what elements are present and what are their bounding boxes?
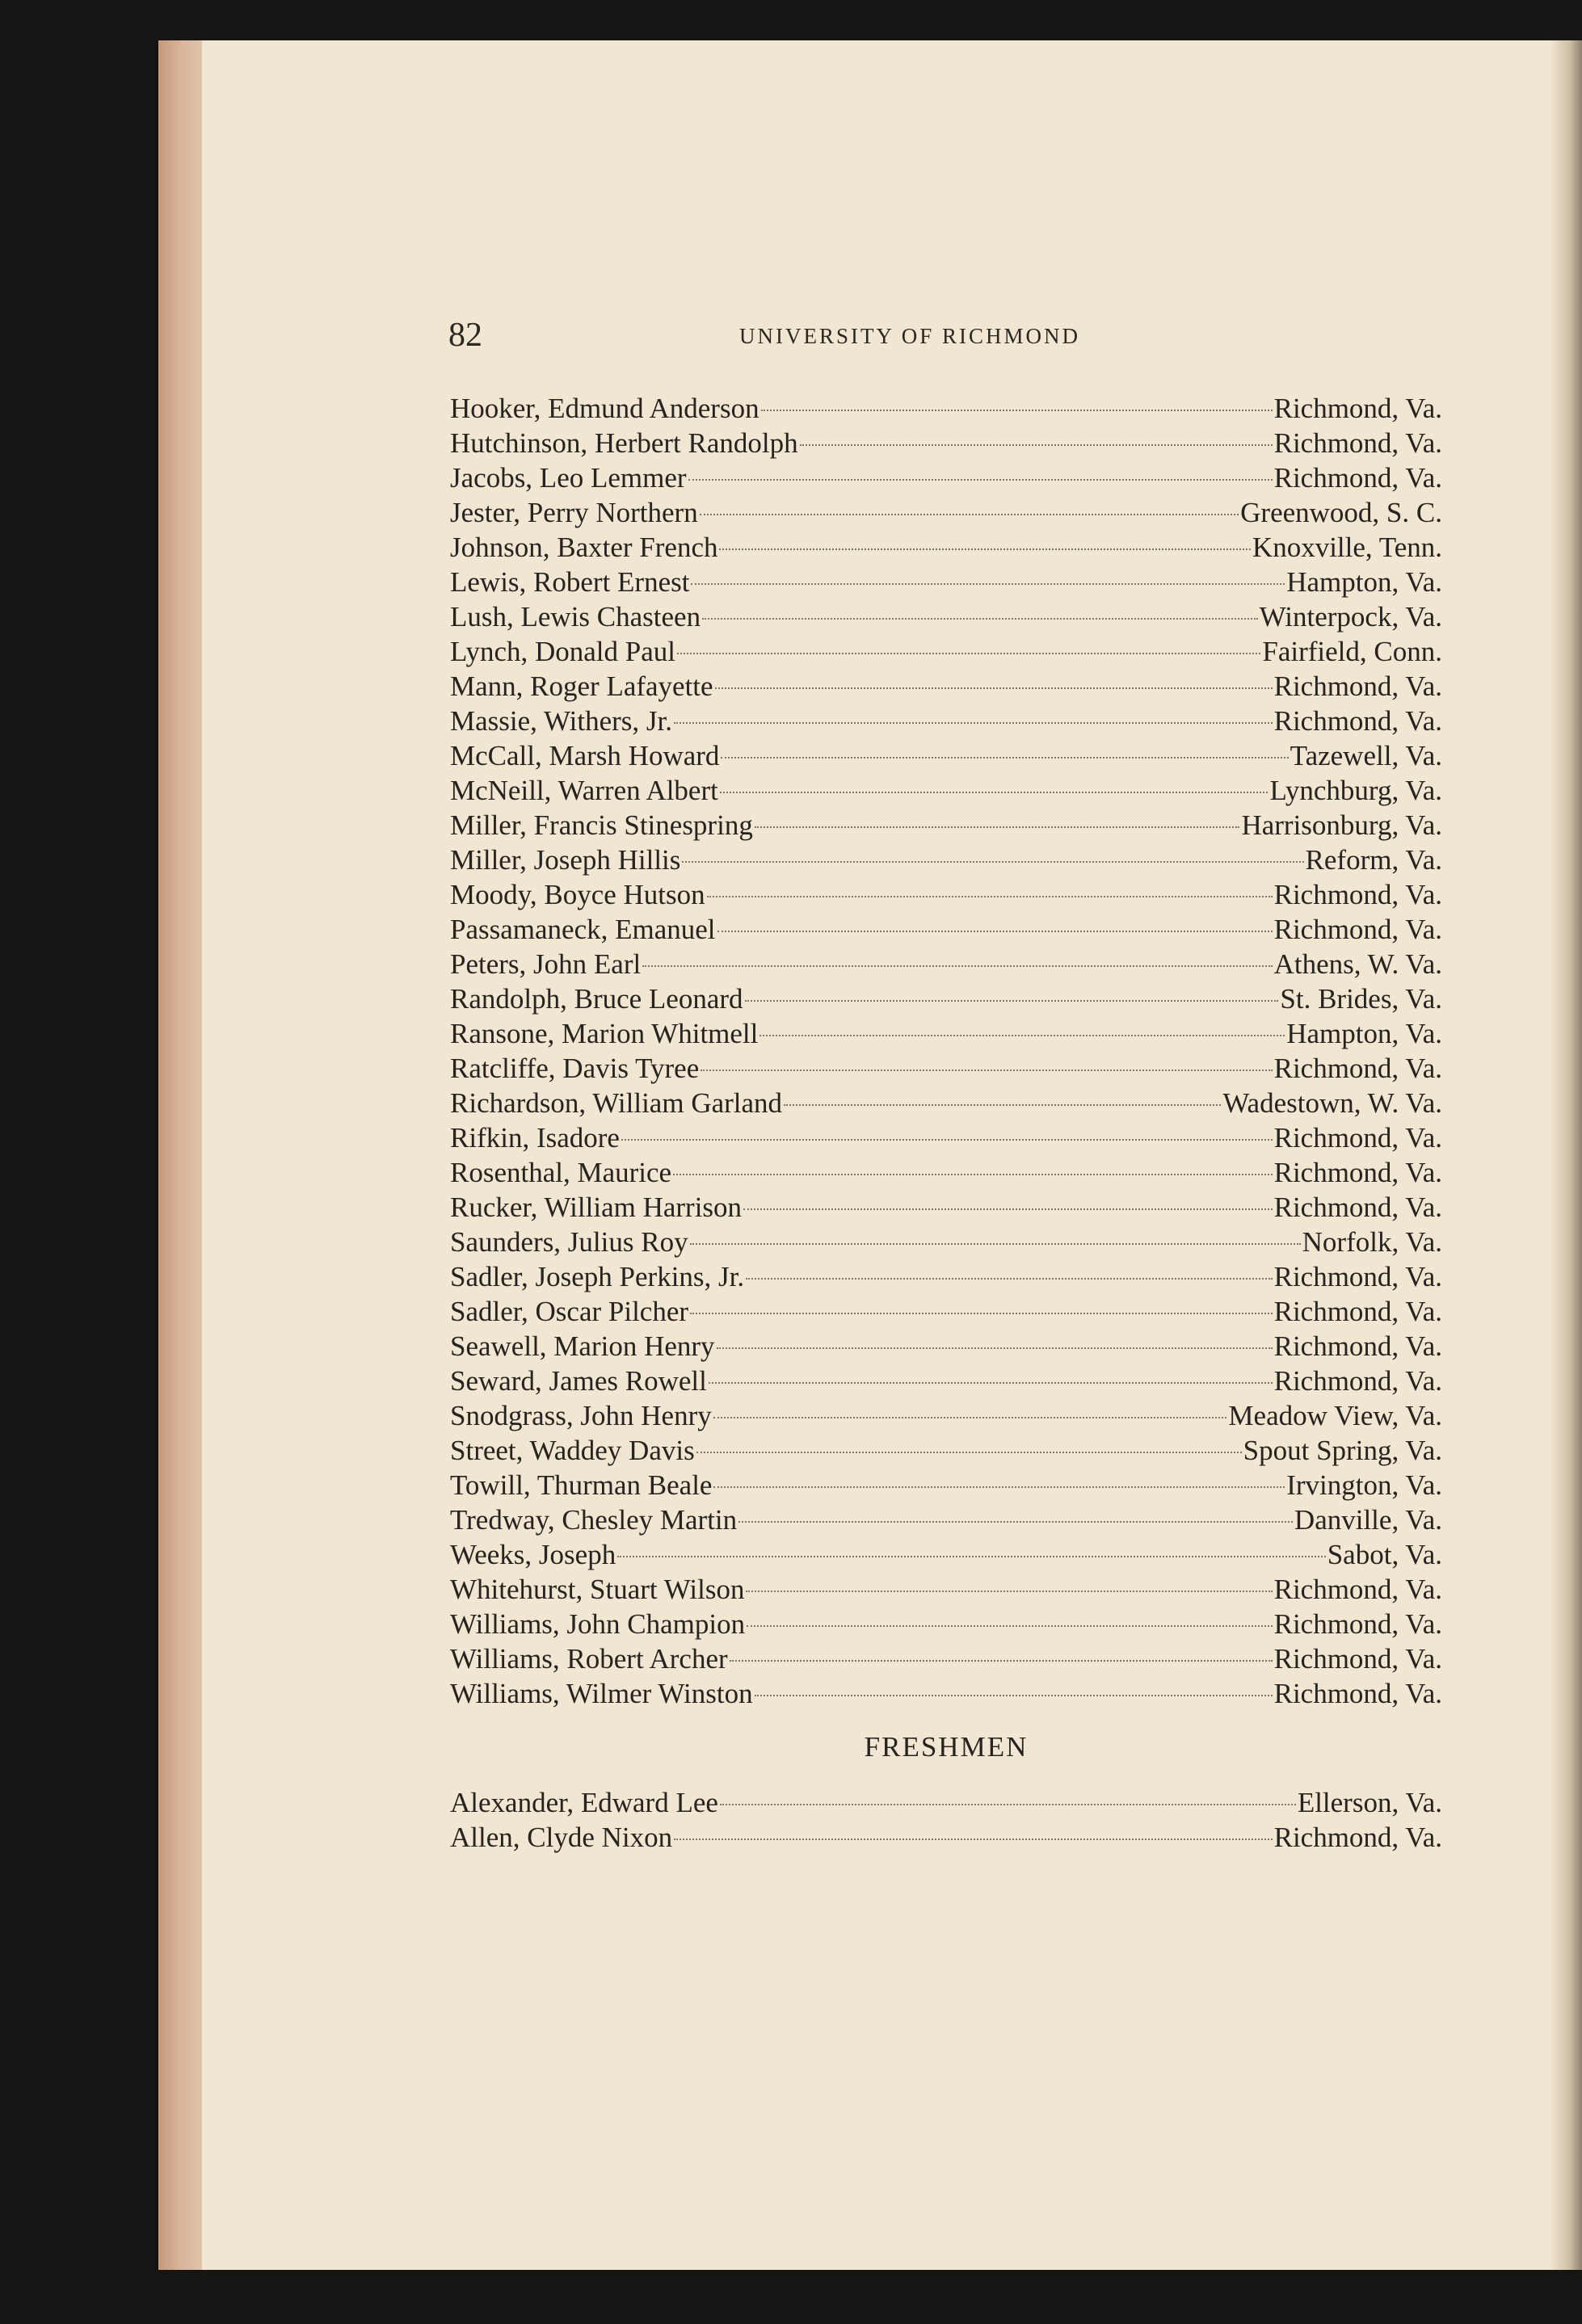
dot-leader (755, 826, 1240, 828)
dot-leader (715, 687, 1273, 689)
dot-leader (690, 1313, 1273, 1314)
page-header (448, 311, 1442, 359)
student-name: Ransone, Marion Whitmell (450, 1018, 759, 1049)
list-item (450, 808, 1442, 843)
student-name: Lynch, Donald Paul (450, 636, 675, 667)
list-item (450, 1259, 1442, 1294)
list-item (450, 1155, 1442, 1190)
hometown: Spout Spring, Va. (1243, 1435, 1442, 1466)
student-name: Jacobs, Leo Lemmer (450, 462, 687, 494)
dot-leader (759, 1035, 1285, 1036)
hometown: Lynchburg, Va. (1269, 775, 1442, 806)
student-name: Lewis, Robert Ernest (450, 566, 690, 598)
dot-leader (707, 896, 1273, 897)
student-name: Seawell, Marion Henry (450, 1330, 715, 1362)
hometown: Richmond, Va. (1273, 1296, 1442, 1327)
dot-leader (696, 1452, 1242, 1453)
student-name: Lush, Lewis Chasteen (450, 601, 701, 632)
page-edge (158, 40, 207, 2270)
list-item (450, 1398, 1442, 1433)
list-item (450, 1641, 1442, 1676)
dot-leader (755, 1695, 1273, 1696)
hometown: Hampton, Va. (1286, 1018, 1442, 1049)
hometown: Richmond, Va. (1273, 1191, 1442, 1223)
hometown: Richmond, Va. (1273, 1122, 1442, 1154)
dot-leader (642, 965, 1272, 967)
list-item (450, 1086, 1442, 1120)
dot-leader (682, 861, 1303, 863)
student-name: McNeill, Warren Albert (450, 775, 718, 806)
list-item (450, 877, 1442, 912)
dot-leader (709, 1382, 1273, 1384)
list-item (450, 981, 1442, 1016)
dot-leader (617, 1556, 1326, 1557)
dot-leader (784, 1104, 1221, 1106)
list-item (450, 1329, 1442, 1364)
section-heading-freshmen: FRESHMEN (864, 1731, 1029, 1763)
student-name: Street, Waddey Davis (450, 1435, 695, 1466)
list-item (450, 460, 1442, 495)
student-name: Johnson, Baxter French (450, 532, 718, 563)
hometown: Danville, Va. (1294, 1504, 1442, 1536)
hometown: Richmond, Va. (1273, 1574, 1442, 1605)
hometown: Richmond, Va. (1273, 914, 1442, 945)
list-item (450, 1051, 1442, 1086)
dot-leader (674, 1839, 1272, 1840)
student-name: Richardson, William Garland (450, 1087, 783, 1119)
dot-leader (691, 583, 1285, 585)
list-item (450, 1537, 1442, 1572)
student-name: Towill, Thurman Beale (450, 1469, 713, 1501)
student-name: Tredway, Chesley Martin (450, 1504, 738, 1536)
student-name: Sadler, Joseph Perkins, Jr. (450, 1261, 745, 1292)
hometown: St. Brides, Va. (1280, 983, 1442, 1015)
dot-leader (743, 1208, 1273, 1210)
hometown: Harrisonburg, Va. (1241, 809, 1442, 841)
list-item (450, 947, 1442, 981)
hometown: Irvington, Va. (1286, 1469, 1442, 1501)
hometown: Richmond, Va. (1273, 670, 1442, 702)
list-item (450, 1120, 1442, 1155)
hometown: Richmond, Va. (1273, 462, 1442, 494)
page-number: 82 (448, 317, 482, 354)
dot-leader (713, 1486, 1285, 1488)
list-item (450, 738, 1442, 773)
freshmen-list (450, 1785, 1442, 1855)
dot-leader (717, 1347, 1273, 1349)
list-item (450, 704, 1442, 738)
hometown: Norfolk, Va. (1302, 1226, 1442, 1258)
list-item (450, 1433, 1442, 1468)
hometown: Richmond, Va. (1273, 1157, 1442, 1188)
dot-leader (761, 410, 1273, 411)
list-item (450, 1294, 1442, 1329)
list-item (450, 599, 1442, 634)
hometown: Richmond, Va. (1273, 879, 1442, 910)
hometown: Richmond, Va. (1273, 1608, 1442, 1640)
student-name: Passamaneck, Emanuel (450, 914, 716, 945)
student-name: Sadler, Oscar Pilcher (450, 1296, 689, 1327)
dot-leader (720, 1804, 1296, 1805)
dot-leader (674, 722, 1273, 724)
student-name: Mann, Roger Lafayette (450, 670, 713, 702)
student-name: Rucker, William Harrison (450, 1191, 743, 1223)
dot-leader (677, 653, 1260, 654)
dot-leader (713, 1417, 1227, 1418)
dot-leader (702, 618, 1258, 620)
dot-leader (738, 1521, 1293, 1523)
student-name: Williams, John Champion (450, 1608, 746, 1640)
hometown: Greenwood, S. C. (1240, 497, 1442, 528)
hometown: Richmond, Va. (1273, 393, 1442, 424)
hometown: Richmond, Va. (1273, 1365, 1442, 1397)
student-name: Saunders, Julius Roy (450, 1226, 688, 1258)
student-name: Rifkin, Isadore (450, 1122, 620, 1154)
dot-leader (621, 1139, 1273, 1141)
student-name: Miller, Joseph Hillis (450, 844, 681, 876)
list-item (450, 1364, 1442, 1398)
student-name: Moody, Boyce Hutson (450, 879, 705, 910)
dot-leader (745, 1000, 1279, 1002)
list-item (450, 426, 1442, 460)
hometown: Fairfield, Conn. (1262, 636, 1442, 667)
hometown: Richmond, Va. (1273, 1330, 1442, 1362)
running-title: UNIVERSITY OF RICHMOND (739, 324, 1081, 348)
hometown: Athens, W. Va. (1273, 948, 1442, 980)
hometown: Ellerson, Va. (1297, 1787, 1442, 1818)
student-name: Williams, Robert Archer (450, 1643, 728, 1675)
list-item (450, 391, 1442, 426)
student-name: Randolph, Bruce Leonard (450, 983, 743, 1015)
hometown: Reform, Va. (1305, 844, 1442, 876)
student-name: Weeks, Joseph (450, 1539, 616, 1570)
list-item (450, 1785, 1442, 1820)
list-item (450, 634, 1442, 669)
hometown: Richmond, Va. (1273, 1053, 1442, 1084)
student-name: Whitehurst, Stuart Wilson (450, 1574, 745, 1605)
list-item (450, 912, 1442, 947)
list-item (450, 1676, 1442, 1711)
list-item (450, 1225, 1442, 1259)
student-name: Miller, Francis Stinespring (450, 809, 753, 841)
hometown: Knoxville, Tenn. (1252, 532, 1442, 563)
dot-leader (746, 1591, 1272, 1592)
list-item (450, 669, 1442, 704)
hometown: Richmond, Va. (1273, 1643, 1442, 1675)
student-name: Ratcliffe, Davis Tyree (450, 1053, 700, 1084)
list-item (450, 1820, 1442, 1855)
gutter-shadow (1551, 40, 1582, 2270)
list-item (450, 1468, 1442, 1502)
list-item (450, 495, 1442, 530)
student-name: Hooker, Edmund Anderson (450, 393, 759, 424)
dot-leader (720, 792, 1269, 793)
dot-leader (800, 444, 1273, 446)
student-name: Williams, Wilmer Winston (450, 1678, 753, 1709)
hometown: Meadow View, Va. (1228, 1400, 1442, 1431)
list-item (450, 1572, 1442, 1607)
list-item (450, 1190, 1442, 1225)
hometown: Richmond, Va. (1273, 1678, 1442, 1709)
hometown: Richmond, Va. (1273, 1261, 1442, 1292)
hometown: Tazewell, Va. (1290, 740, 1442, 771)
student-name: Hutchinson, Herbert Randolph (450, 427, 798, 459)
dot-leader (700, 514, 1239, 515)
list-item (450, 565, 1442, 599)
student-name: Alexander, Edward Lee (450, 1787, 718, 1818)
hometown: Richmond, Va. (1273, 1822, 1442, 1853)
list-item (450, 773, 1442, 808)
dot-leader (690, 1243, 1301, 1245)
hometown: Hampton, Va. (1286, 566, 1442, 598)
hometown: Winterpock, Va. (1259, 601, 1442, 632)
student-list (450, 391, 1442, 1711)
student-name: Seward, James Rowell (450, 1365, 707, 1397)
student-name: Snodgrass, John Henry (450, 1400, 712, 1431)
student-name: Allen, Clyde Nixon (450, 1822, 673, 1853)
student-name: McCall, Marsh Howard (450, 740, 720, 771)
dot-leader (721, 757, 1288, 759)
hometown: Sabot, Va. (1327, 1539, 1442, 1570)
student-name: Massie, Withers, Jr. (450, 705, 673, 737)
list-item (450, 1607, 1442, 1641)
student-name: Rosenthal, Maurice (450, 1157, 672, 1188)
list-item (450, 1502, 1442, 1537)
dot-leader (746, 1278, 1272, 1280)
dot-leader (688, 479, 1273, 481)
student-name: Jester, Perry Northern (450, 497, 698, 528)
hometown: Richmond, Va. (1273, 705, 1442, 737)
hometown: Richmond, Va. (1273, 427, 1442, 459)
hometown: Wadestown, W. Va. (1222, 1087, 1442, 1119)
dot-leader (717, 931, 1273, 932)
list-item (450, 1016, 1442, 1051)
dot-leader (701, 1070, 1272, 1071)
dot-leader (673, 1174, 1273, 1175)
list-item (450, 530, 1442, 565)
student-name: Peters, John Earl (450, 948, 642, 980)
list-item (450, 843, 1442, 877)
dot-leader (719, 548, 1250, 550)
dot-leader (730, 1660, 1273, 1662)
dot-leader (747, 1625, 1273, 1627)
